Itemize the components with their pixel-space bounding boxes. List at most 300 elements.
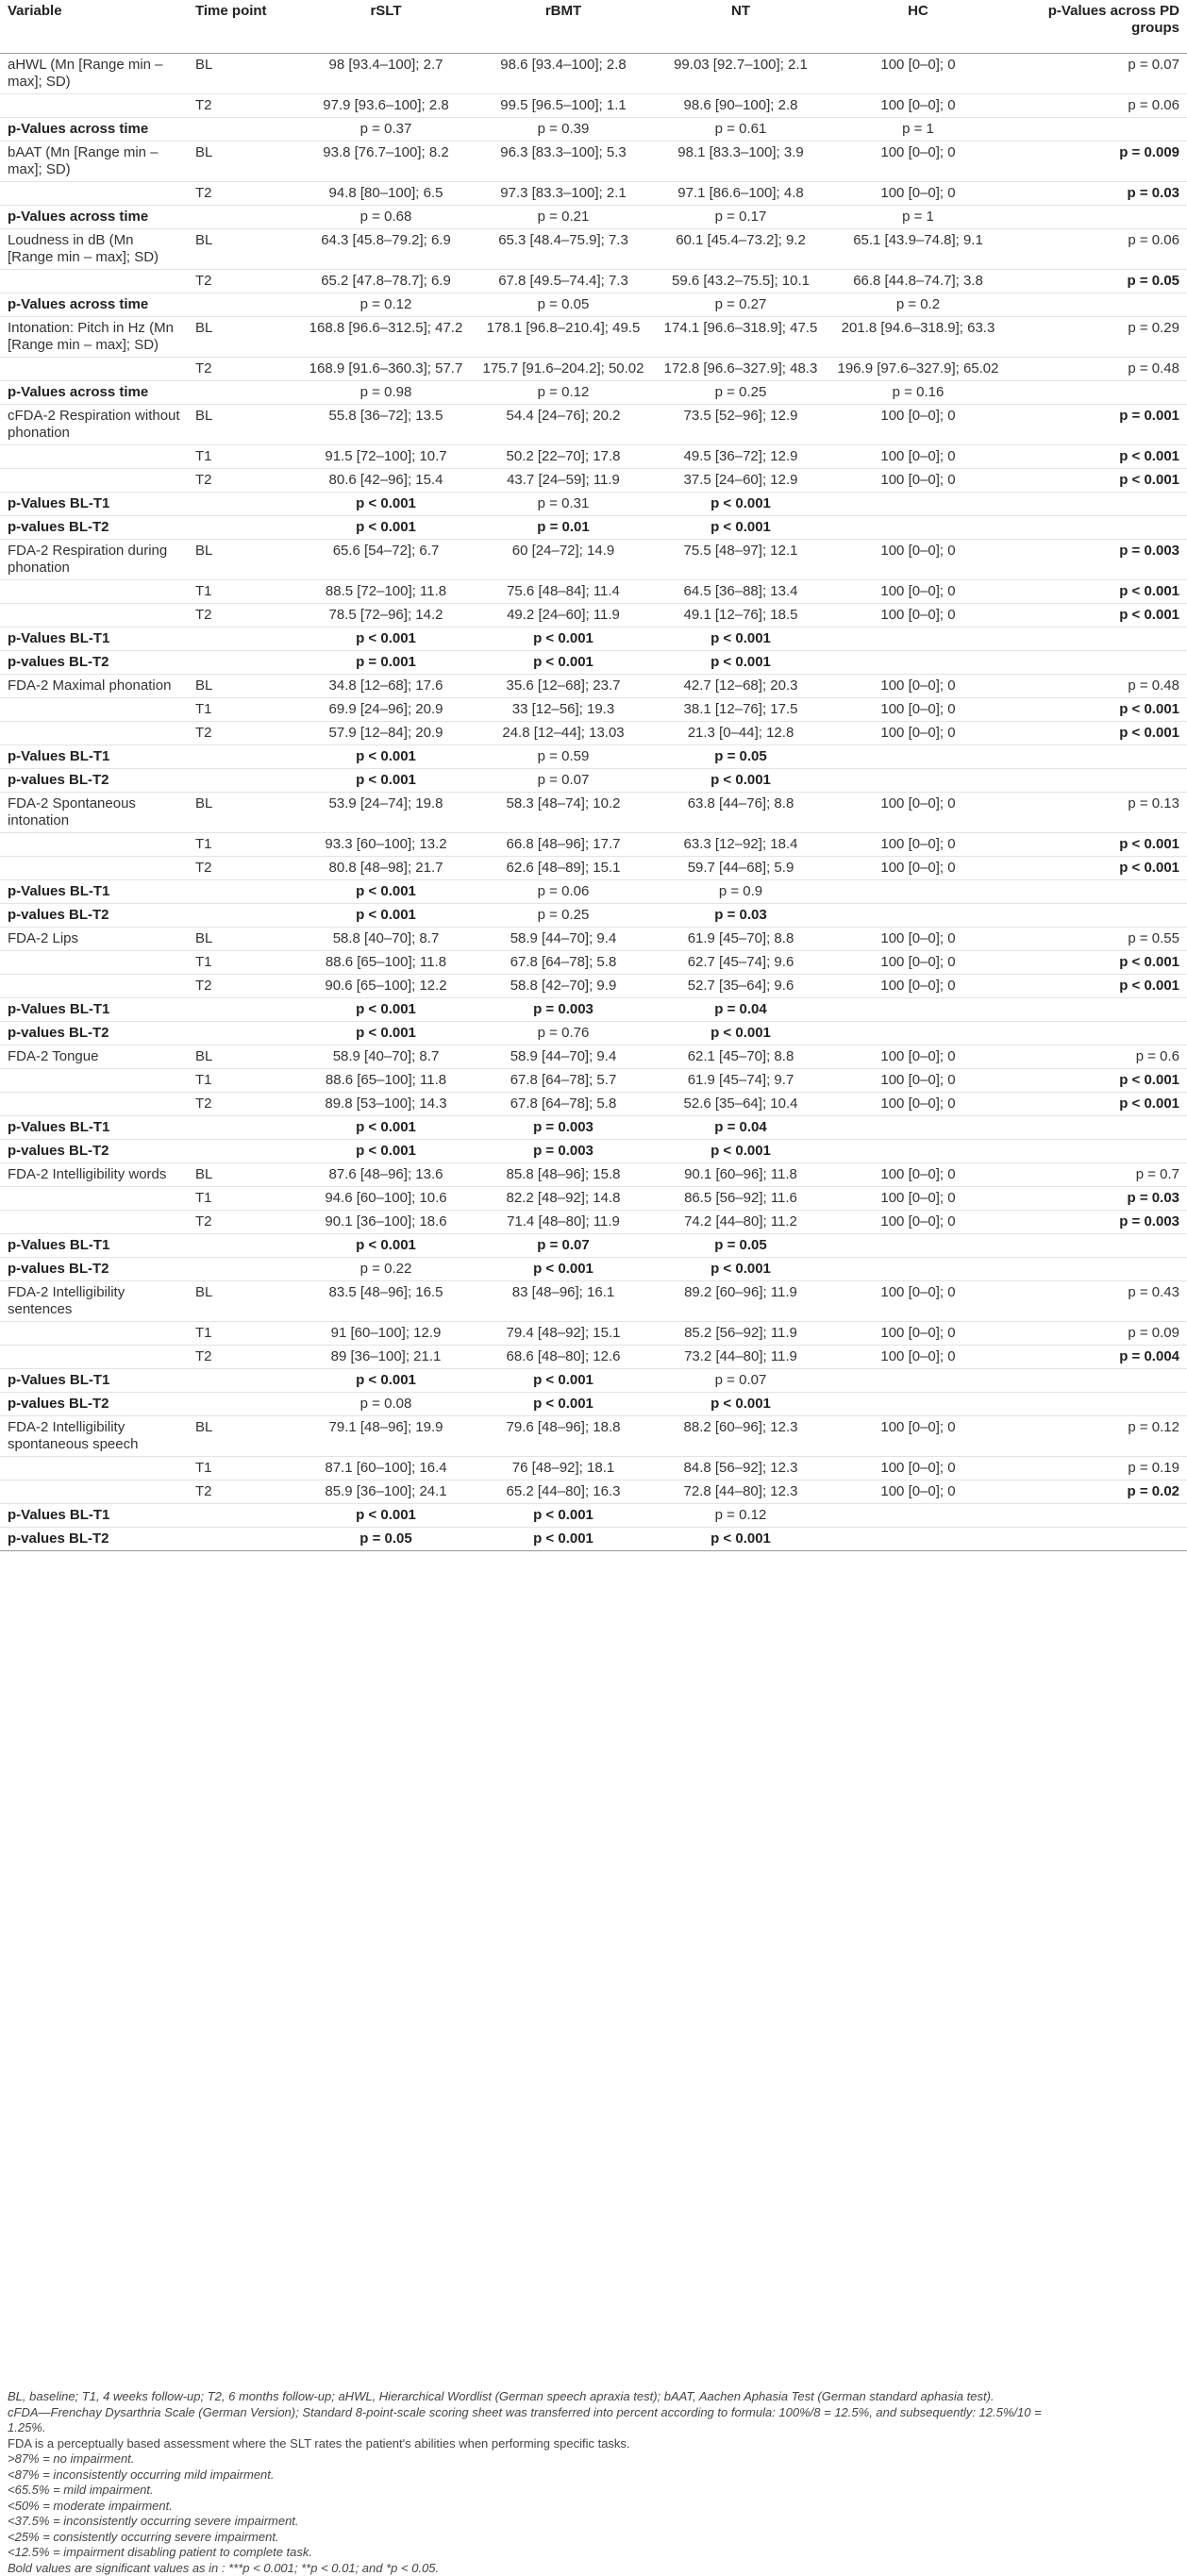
- rslt-cell: p < 0.001: [297, 880, 475, 904]
- variable-cell: [0, 182, 188, 206]
- p-value-cell: [1007, 1369, 1187, 1393]
- rbmt-cell: 76 [48–92]; 18.1: [475, 1457, 652, 1480]
- hc-cell: [829, 1234, 1007, 1258]
- table-row: [0, 516, 1187, 540]
- rslt-cell: 94.6 [60–100]; 10.6: [297, 1187, 475, 1211]
- rbmt-cell: 58.3 [48–74]; 10.2: [475, 793, 652, 833]
- time-point-cell: BL: [188, 928, 297, 951]
- variable-cell: FDA-2 Maximal phonation: [0, 675, 188, 698]
- rslt-cell: 93.3 [60–100]; 13.2: [297, 833, 475, 857]
- rbmt-cell: 71.4 [48–80]; 11.9: [475, 1211, 652, 1234]
- time-point-cell: [188, 1369, 297, 1393]
- time-point-cell: BL: [188, 317, 297, 358]
- rslt-cell: p = 0.37: [297, 118, 475, 142]
- hc-cell: 100 [0–0]; 0: [829, 975, 1007, 998]
- hc-cell: [829, 769, 1007, 793]
- rslt-cell: 58.9 [40–70]; 8.7: [297, 1045, 475, 1069]
- p-value-cell: p < 0.001: [1007, 951, 1187, 975]
- rbmt-cell: 67.8 [64–78]; 5.8: [475, 1093, 652, 1116]
- p-value-cell: p < 0.001: [1007, 698, 1187, 722]
- table-row: [0, 1093, 1187, 1116]
- p-value-cell: p = 0.7: [1007, 1163, 1187, 1187]
- rslt-cell: p = 0.05: [297, 1528, 475, 1551]
- rslt-cell: p < 0.001: [297, 1369, 475, 1393]
- nt-cell: p < 0.001: [652, 651, 829, 675]
- footnote-line: cFDA—Frenchay Dysarthria Scale (German Version); Standard 8-point-scale scoring sheet was transferred into percent according to formula: 100%/8 = 12.5%, and subsequently: 12.5%/10 = 1.25%.: [8, 2405, 1074, 2436]
- hc-cell: 100 [0–0]; 0: [829, 1281, 1007, 1322]
- table-row: [0, 1140, 1187, 1163]
- table-row: [0, 1211, 1187, 1234]
- time-point-cell: T2: [188, 182, 297, 206]
- nt-cell: 88.2 [60–96]; 12.3: [652, 1416, 829, 1457]
- p-value-cell: [1007, 293, 1187, 317]
- table-row: [0, 317, 1187, 358]
- footnote-line: <65.5% = mild impairment.: [8, 2483, 1074, 2499]
- nt-cell: 21.3 [0–44]; 12.8: [652, 722, 829, 745]
- rslt-cell: p < 0.001: [297, 998, 475, 1022]
- p-value-cell: p = 0.004: [1007, 1346, 1187, 1369]
- time-point-cell: [188, 769, 297, 793]
- time-point-cell: T2: [188, 975, 297, 998]
- hc-cell: 100 [0–0]; 0: [829, 857, 1007, 880]
- p-value-cell: [1007, 493, 1187, 516]
- col-header-p-values: p-Values across PD groups: [1007, 0, 1187, 54]
- table-row: [0, 1116, 1187, 1140]
- variable-cell: [0, 857, 188, 880]
- variable-cell: [0, 358, 188, 381]
- hc-cell: 65.1 [43.9–74.8]; 9.1: [829, 229, 1007, 270]
- nt-cell: p < 0.001: [652, 1528, 829, 1551]
- hc-cell: 100 [0–0]; 0: [829, 1163, 1007, 1187]
- hc-cell: p = 1: [829, 206, 1007, 229]
- variable-cell: p-values BL-T2: [0, 1140, 188, 1163]
- table-header: [0, 0, 1187, 54]
- hc-cell: [829, 1258, 1007, 1281]
- time-point-cell: [188, 1116, 297, 1140]
- table-row: [0, 1069, 1187, 1093]
- variable-cell: p-Values BL-T1: [0, 627, 188, 651]
- rbmt-cell: p = 0.25: [475, 904, 652, 928]
- table-row: [0, 1393, 1187, 1416]
- col-header-variable: Variable: [0, 0, 188, 54]
- table-row: [0, 604, 1187, 627]
- table-row: [0, 540, 1187, 580]
- p-value-cell: p < 0.001: [1007, 722, 1187, 745]
- p-value-cell: p < 0.001: [1007, 580, 1187, 604]
- p-value-cell: p = 0.003: [1007, 1211, 1187, 1234]
- nt-cell: p = 0.07: [652, 1369, 829, 1393]
- time-point-cell: [188, 206, 297, 229]
- rslt-cell: 80.6 [42–96]; 15.4: [297, 469, 475, 493]
- p-value-cell: [1007, 206, 1187, 229]
- p-value-cell: p < 0.001: [1007, 604, 1187, 627]
- table-row: [0, 580, 1187, 604]
- time-point-cell: [188, 493, 297, 516]
- variable-cell: [0, 1480, 188, 1504]
- table-row: [0, 358, 1187, 381]
- table-row: [0, 1022, 1187, 1045]
- variable-cell: bAAT (Mn [Range min – max]; SD): [0, 142, 188, 182]
- nt-cell: 52.6 [35–64]; 10.4: [652, 1093, 829, 1116]
- nt-cell: 84.8 [56–92]; 12.3: [652, 1457, 829, 1480]
- rbmt-cell: p < 0.001: [475, 1528, 652, 1551]
- time-point-cell: T2: [188, 358, 297, 381]
- rbmt-cell: 58.8 [42–70]; 9.9: [475, 975, 652, 998]
- rbmt-cell: p < 0.001: [475, 651, 652, 675]
- p-value-cell: p = 0.06: [1007, 94, 1187, 118]
- nt-cell: p = 0.04: [652, 998, 829, 1022]
- table-row: [0, 769, 1187, 793]
- time-point-cell: BL: [188, 793, 297, 833]
- time-point-cell: T2: [188, 1480, 297, 1504]
- p-value-cell: p = 0.02: [1007, 1480, 1187, 1504]
- hc-cell: [829, 1528, 1007, 1551]
- nt-cell: 174.1 [96.6–318.9]; 47.5: [652, 317, 829, 358]
- nt-cell: 49.1 [12–76]; 18.5: [652, 604, 829, 627]
- time-point-cell: T1: [188, 1069, 297, 1093]
- nt-cell: p = 0.17: [652, 206, 829, 229]
- variable-cell: [0, 94, 188, 118]
- rbmt-cell: 65.3 [48.4–75.9]; 7.3: [475, 229, 652, 270]
- nt-cell: p = 0.12: [652, 1504, 829, 1528]
- time-point-cell: [188, 1140, 297, 1163]
- p-value-cell: [1007, 118, 1187, 142]
- table-row: [0, 445, 1187, 469]
- hc-cell: [829, 904, 1007, 928]
- rbmt-cell: p = 0.76: [475, 1022, 652, 1045]
- variable-cell: [0, 833, 188, 857]
- table-row: [0, 651, 1187, 675]
- rbmt-cell: 50.2 [22–70]; 17.8: [475, 445, 652, 469]
- p-value-cell: [1007, 1140, 1187, 1163]
- nt-cell: 73.5 [52–96]; 12.9: [652, 405, 829, 445]
- nt-cell: 90.1 [60–96]; 11.8: [652, 1163, 829, 1187]
- rslt-cell: p = 0.68: [297, 206, 475, 229]
- p-value-cell: p = 0.001: [1007, 405, 1187, 445]
- time-point-cell: T2: [188, 1346, 297, 1369]
- variable-cell: p-Values BL-T1: [0, 1234, 188, 1258]
- variable-cell: p-values BL-T2: [0, 904, 188, 928]
- p-value-cell: [1007, 627, 1187, 651]
- time-point-cell: [188, 904, 297, 928]
- rslt-cell: 94.8 [80–100]; 6.5: [297, 182, 475, 206]
- rbmt-cell: 68.6 [48–80]; 12.6: [475, 1346, 652, 1369]
- rslt-cell: 97.9 [93.6–100]; 2.8: [297, 94, 475, 118]
- hc-cell: 100 [0–0]; 0: [829, 1093, 1007, 1116]
- variable-cell: p-values BL-T2: [0, 1528, 188, 1551]
- nt-cell: 49.5 [36–72]; 12.9: [652, 445, 829, 469]
- variable-cell: p-values BL-T2: [0, 1258, 188, 1281]
- time-point-cell: [188, 1393, 297, 1416]
- nt-cell: 61.9 [45–70]; 8.8: [652, 928, 829, 951]
- rslt-cell: 90.1 [36–100]; 18.6: [297, 1211, 475, 1234]
- table-row: [0, 493, 1187, 516]
- col-header-nt: NT: [652, 0, 829, 54]
- rslt-cell: p < 0.001: [297, 745, 475, 769]
- rslt-cell: 57.9 [12–84]; 20.9: [297, 722, 475, 745]
- nt-cell: p < 0.001: [652, 1393, 829, 1416]
- time-point-cell: T1: [188, 580, 297, 604]
- variable-cell: p-values BL-T2: [0, 516, 188, 540]
- rslt-cell: 90.6 [65–100]; 12.2: [297, 975, 475, 998]
- p-value-cell: p = 0.55: [1007, 928, 1187, 951]
- rslt-cell: p < 0.001: [297, 493, 475, 516]
- footnote-line: <12.5% = impairment disabling patient to complete task.: [8, 2545, 1074, 2561]
- nt-cell: p < 0.001: [652, 1140, 829, 1163]
- time-point-cell: [188, 1528, 297, 1551]
- p-value-cell: p < 0.001: [1007, 1093, 1187, 1116]
- time-point-cell: [188, 1234, 297, 1258]
- rbmt-cell: p = 0.003: [475, 1116, 652, 1140]
- nt-cell: p = 0.04: [652, 1116, 829, 1140]
- table-row: [0, 880, 1187, 904]
- nt-cell: 63.8 [44–76]; 8.8: [652, 793, 829, 833]
- variable-cell: p-Values BL-T1: [0, 1116, 188, 1140]
- rbmt-cell: 79.4 [48–92]; 15.1: [475, 1322, 652, 1346]
- p-value-cell: p = 0.003: [1007, 540, 1187, 580]
- nt-cell: p < 0.001: [652, 516, 829, 540]
- nt-cell: p < 0.001: [652, 627, 829, 651]
- time-point-cell: T1: [188, 833, 297, 857]
- p-value-cell: [1007, 651, 1187, 675]
- col-header-rbmt: rBMT: [475, 0, 652, 54]
- variable-cell: p-Values BL-T1: [0, 493, 188, 516]
- rslt-cell: 89.8 [53–100]; 14.3: [297, 1093, 475, 1116]
- table-row: [0, 951, 1187, 975]
- hc-cell: 100 [0–0]; 0: [829, 604, 1007, 627]
- rslt-cell: 65.6 [54–72]; 6.7: [297, 540, 475, 580]
- table-row: [0, 833, 1187, 857]
- time-point-cell: [188, 1258, 297, 1281]
- p-value-cell: [1007, 1116, 1187, 1140]
- rbmt-cell: p < 0.001: [475, 1393, 652, 1416]
- rslt-cell: 89 [36–100]; 21.1: [297, 1346, 475, 1369]
- time-point-cell: BL: [188, 54, 297, 94]
- variable-cell: p-Values BL-T1: [0, 880, 188, 904]
- variable-cell: FDA-2 Spontaneous intonation: [0, 793, 188, 833]
- variable-cell: [0, 698, 188, 722]
- variable-cell: [0, 1093, 188, 1116]
- rslt-cell: p < 0.001: [297, 1504, 475, 1528]
- hc-cell: [829, 1022, 1007, 1045]
- rslt-cell: p < 0.001: [297, 904, 475, 928]
- p-value-cell: p < 0.001: [1007, 469, 1187, 493]
- nt-cell: 59.7 [44–68]; 5.9: [652, 857, 829, 880]
- table-row: [0, 1234, 1187, 1258]
- p-value-cell: p < 0.001: [1007, 445, 1187, 469]
- rbmt-cell: 24.8 [12–44]; 13.03: [475, 722, 652, 745]
- p-value-cell: p = 0.13: [1007, 793, 1187, 833]
- hc-cell: [829, 493, 1007, 516]
- rbmt-cell: p < 0.001: [475, 1369, 652, 1393]
- variable-cell: [0, 270, 188, 293]
- variable-cell: p-Values BL-T1: [0, 998, 188, 1022]
- nt-cell: 52.7 [35–64]; 9.6: [652, 975, 829, 998]
- table-row: [0, 793, 1187, 833]
- rslt-cell: 88.6 [65–100]; 11.8: [297, 951, 475, 975]
- rbmt-cell: 96.3 [83.3–100]; 5.3: [475, 142, 652, 182]
- rslt-cell: 83.5 [48–96]; 16.5: [297, 1281, 475, 1322]
- hc-cell: 100 [0–0]; 0: [829, 928, 1007, 951]
- rslt-cell: 69.9 [24–96]; 20.9: [297, 698, 475, 722]
- rbmt-cell: p = 0.39: [475, 118, 652, 142]
- rbmt-cell: 97.3 [83.3–100]; 2.1: [475, 182, 652, 206]
- rbmt-cell: 85.8 [48–96]; 15.8: [475, 1163, 652, 1187]
- p-value-cell: p = 0.29: [1007, 317, 1187, 358]
- rslt-cell: 91.5 [72–100]; 10.7: [297, 445, 475, 469]
- nt-cell: p < 0.001: [652, 1022, 829, 1045]
- time-point-cell: T2: [188, 722, 297, 745]
- hc-cell: 100 [0–0]; 0: [829, 54, 1007, 94]
- variable-cell: FDA-2 Respiration during phonation: [0, 540, 188, 580]
- rbmt-cell: p = 0.21: [475, 206, 652, 229]
- hc-cell: [829, 880, 1007, 904]
- hc-cell: 100 [0–0]; 0: [829, 405, 1007, 445]
- nt-cell: p = 0.9: [652, 880, 829, 904]
- nt-cell: 74.2 [44–80]; 11.2: [652, 1211, 829, 1234]
- p-value-cell: [1007, 998, 1187, 1022]
- table-footnotes: [8, 2389, 1074, 2576]
- rbmt-cell: 79.6 [48–96]; 18.8: [475, 1416, 652, 1457]
- variable-cell: [0, 1211, 188, 1234]
- time-point-cell: [188, 118, 297, 142]
- rbmt-cell: 58.9 [44–70]; 9.4: [475, 1045, 652, 1069]
- nt-cell: 75.5 [48–97]; 12.1: [652, 540, 829, 580]
- hc-cell: 100 [0–0]; 0: [829, 469, 1007, 493]
- variable-cell: FDA-2 Intelligibility spontaneous speech: [0, 1416, 188, 1457]
- hc-cell: 100 [0–0]; 0: [829, 698, 1007, 722]
- hc-cell: [829, 1116, 1007, 1140]
- col-header-rslt: rSLT: [297, 0, 475, 54]
- rbmt-cell: 43.7 [24–59]; 11.9: [475, 469, 652, 493]
- nt-cell: p = 0.05: [652, 745, 829, 769]
- rslt-cell: 98 [93.4–100]; 2.7: [297, 54, 475, 94]
- rslt-cell: 168.8 [96.6–312.5]; 47.2: [297, 317, 475, 358]
- table-row: [0, 182, 1187, 206]
- rbmt-cell: 99.5 [96.5–100]; 1.1: [475, 94, 652, 118]
- p-value-cell: p = 0.48: [1007, 358, 1187, 381]
- hc-cell: p = 1: [829, 118, 1007, 142]
- rslt-cell: 34.8 [12–68]; 17.6: [297, 675, 475, 698]
- rbmt-cell: 65.2 [44–80]; 16.3: [475, 1480, 652, 1504]
- hc-cell: [829, 651, 1007, 675]
- time-point-cell: T2: [188, 469, 297, 493]
- rbmt-cell: 83 [48–96]; 16.1: [475, 1281, 652, 1322]
- rbmt-cell: 33 [12–56]; 19.3: [475, 698, 652, 722]
- rslt-cell: 65.2 [47.8–78.7]; 6.9: [297, 270, 475, 293]
- p-value-cell: p = 0.03: [1007, 182, 1187, 206]
- rslt-cell: 78.5 [72–96]; 14.2: [297, 604, 475, 627]
- nt-cell: 86.5 [56–92]; 11.6: [652, 1187, 829, 1211]
- hc-cell: 100 [0–0]; 0: [829, 1416, 1007, 1457]
- rbmt-cell: p < 0.001: [475, 1258, 652, 1281]
- time-point-cell: T2: [188, 270, 297, 293]
- rbmt-cell: p = 0.12: [475, 381, 652, 405]
- nt-cell: 98.1 [83.3–100]; 3.9: [652, 142, 829, 182]
- rbmt-cell: 75.6 [48–84]; 11.4: [475, 580, 652, 604]
- footnote-line: <25% = consistently occurring severe impairment.: [8, 2530, 1074, 2546]
- time-point-cell: T1: [188, 1457, 297, 1480]
- p-value-cell: [1007, 904, 1187, 928]
- footnote-line: Bold values are significant values as in : ***p < 0.001; **p < 0.01; and *p < 0.05.: [8, 2561, 1074, 2576]
- variable-cell: p-Values across time: [0, 206, 188, 229]
- table-row: [0, 627, 1187, 651]
- rbmt-cell: p = 0.003: [475, 1140, 652, 1163]
- variable-cell: p-Values across time: [0, 293, 188, 317]
- rslt-cell: 64.3 [45.8–79.2]; 6.9: [297, 229, 475, 270]
- table-row: [0, 405, 1187, 445]
- variable-cell: Loudness in dB (Mn [Range min – max]; SD): [0, 229, 188, 270]
- nt-cell: p = 0.05: [652, 1234, 829, 1258]
- table-row: [0, 1045, 1187, 1069]
- p-value-cell: [1007, 745, 1187, 769]
- hc-cell: p = 0.2: [829, 293, 1007, 317]
- rslt-cell: p < 0.001: [297, 1234, 475, 1258]
- p-value-cell: p = 0.19: [1007, 1457, 1187, 1480]
- hc-cell: 100 [0–0]; 0: [829, 580, 1007, 604]
- nt-cell: 64.5 [36–88]; 13.4: [652, 580, 829, 604]
- rslt-cell: p < 0.001: [297, 769, 475, 793]
- hc-cell: 100 [0–0]; 0: [829, 94, 1007, 118]
- footnote-line: <37.5% = inconsistently occurring severe impairment.: [8, 2514, 1074, 2530]
- nt-cell: 97.1 [86.6–100]; 4.8: [652, 182, 829, 206]
- hc-cell: 100 [0–0]; 0: [829, 1187, 1007, 1211]
- time-point-cell: BL: [188, 142, 297, 182]
- p-value-cell: [1007, 516, 1187, 540]
- variable-cell: p-Values BL-T1: [0, 1504, 188, 1528]
- variable-cell: [0, 580, 188, 604]
- p-value-cell: p < 0.001: [1007, 857, 1187, 880]
- p-value-cell: p = 0.03: [1007, 1187, 1187, 1211]
- time-point-cell: T1: [188, 951, 297, 975]
- nt-cell: 61.9 [45–74]; 9.7: [652, 1069, 829, 1093]
- table-row: [0, 1416, 1187, 1457]
- time-point-cell: T2: [188, 94, 297, 118]
- time-point-cell: [188, 627, 297, 651]
- nt-cell: 59.6 [43.2–75.5]; 10.1: [652, 270, 829, 293]
- nt-cell: 89.2 [60–96]; 11.9: [652, 1281, 829, 1322]
- time-point-cell: [188, 1022, 297, 1045]
- table-row: [0, 1528, 1187, 1551]
- rbmt-cell: 60 [24–72]; 14.9: [475, 540, 652, 580]
- time-point-cell: [188, 381, 297, 405]
- nt-cell: 73.2 [44–80]; 11.9: [652, 1346, 829, 1369]
- hc-cell: 100 [0–0]; 0: [829, 951, 1007, 975]
- hc-cell: 100 [0–0]; 0: [829, 1211, 1007, 1234]
- time-point-cell: T1: [188, 1322, 297, 1346]
- rslt-cell: 87.6 [48–96]; 13.6: [297, 1163, 475, 1187]
- table-row: [0, 975, 1187, 998]
- time-point-cell: BL: [188, 1416, 297, 1457]
- hc-cell: 100 [0–0]; 0: [829, 445, 1007, 469]
- variable-cell: [0, 604, 188, 627]
- variable-cell: p-values BL-T2: [0, 1022, 188, 1045]
- hc-cell: [829, 1393, 1007, 1416]
- table-row: [0, 1457, 1187, 1480]
- table-row: [0, 94, 1187, 118]
- nt-cell: p = 0.61: [652, 118, 829, 142]
- time-point-cell: [188, 293, 297, 317]
- time-point-cell: BL: [188, 405, 297, 445]
- table-row: [0, 1163, 1187, 1187]
- p-value-cell: p = 0.6: [1007, 1045, 1187, 1069]
- rslt-cell: 168.9 [91.6–360.3]; 57.7: [297, 358, 475, 381]
- variable-cell: cFDA-2 Respiration without phonation: [0, 405, 188, 445]
- nt-cell: p < 0.001: [652, 1258, 829, 1281]
- nt-cell: p = 0.25: [652, 381, 829, 405]
- hc-cell: 100 [0–0]; 0: [829, 1069, 1007, 1093]
- rslt-cell: p = 0.12: [297, 293, 475, 317]
